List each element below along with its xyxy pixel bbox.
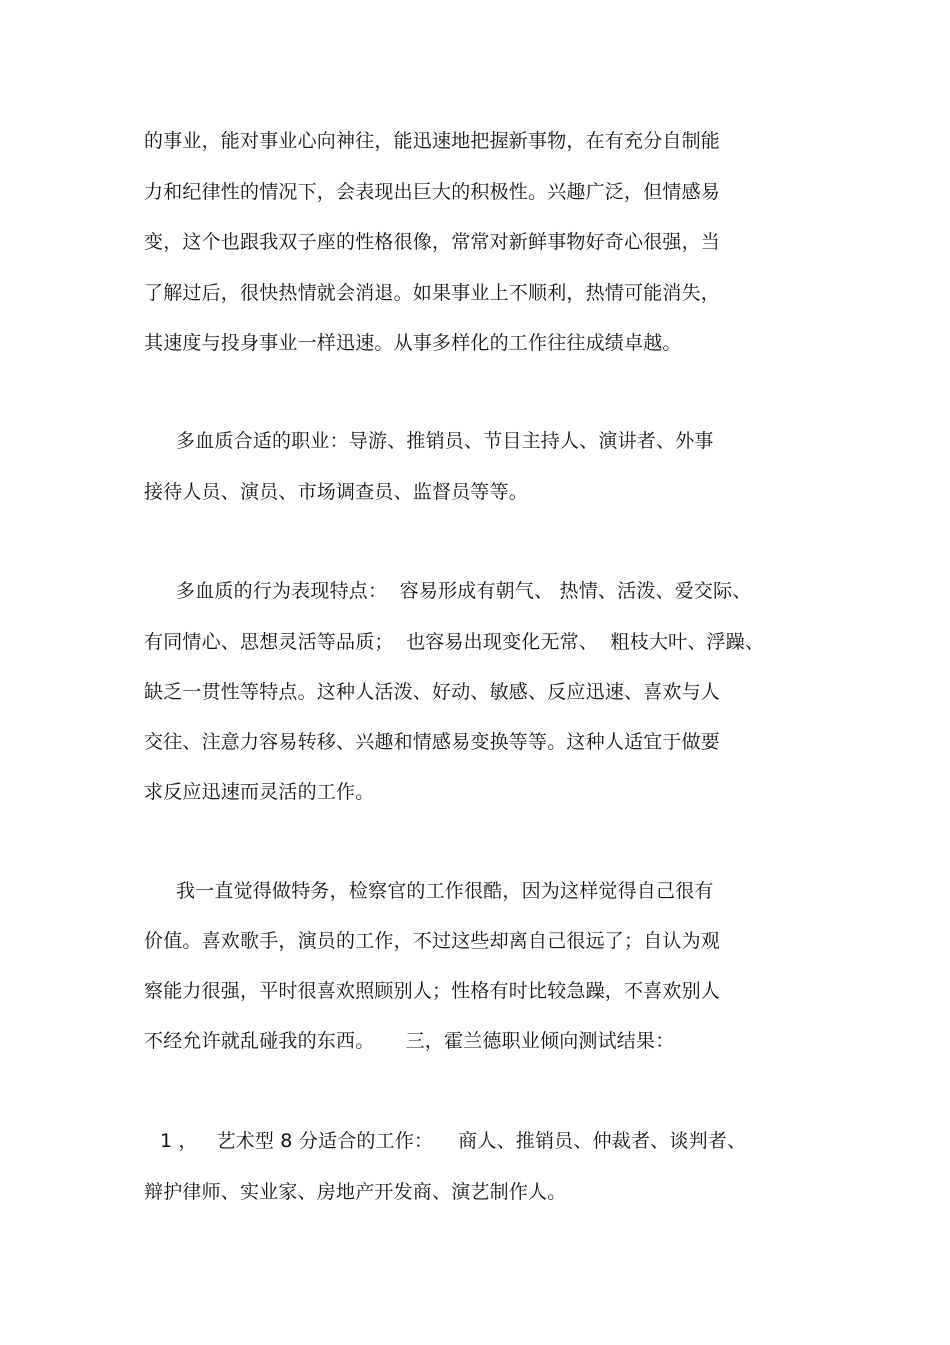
paragraph-1-line-1: 的事业，能对事业心向神往，能迅速地把握新事物，在有充分自制能 <box>144 130 721 152</box>
paragraph-5-line-1: 1 ， 艺术型 8 分适合的工作： 商人、推销员、仲裁者、谈判者、 <box>160 1130 747 1152</box>
paragraph-4-line-1: 我一直觉得做特务，检察官的工作很酷，因为这样觉得自己很有 <box>176 880 714 902</box>
paragraph-2-line-1: 多血质合适的职业：导游、推销员、节目主持人、演讲者、外事 <box>176 430 714 452</box>
paragraph-3-line-5: 求反应迅速而灵活的工作。 <box>144 781 375 803</box>
paragraph-3-line-4: 交往、注意力容易转移、兴趣和情感易变换等等。这种人适宜于做要 <box>144 731 721 753</box>
paragraph-1-line-5: 其速度与投身事业一样迅速。从事多样化的工作往往成绩卓越。 <box>144 332 682 354</box>
paragraph-2-line-2: 接待人员、演员、市场调查员、监督员等等。 <box>144 481 529 503</box>
paragraph-1-line-3: 变，这个也跟我双子座的性格很像，常常对新鲜事物好奇心很强，当 <box>144 231 721 253</box>
paragraph-3-line-3: 缺乏一贯性等特点。这种人活泼、好动、敏感、反应迅速、喜欢与人 <box>144 681 721 703</box>
paragraph-4-line-4: 不经允许就乱碰我的东西。 三，霍兰德职业倾向测试结果： <box>144 1030 675 1052</box>
paragraph-3-line-1: 多血质的行为表现特点： 容易形成有朝气、 热情、活泼、爱交际、 <box>176 580 752 602</box>
paragraph-4-line-2: 价值。喜欢歌手，演员的工作，不过这些却离自己很远了；自认为观 <box>144 930 721 952</box>
paragraph-1-line-2: 力和纪律性的情况下，会表现出巨大的积极性。兴趣广泛，但情感易 <box>144 181 721 203</box>
paragraph-4-line-3: 察能力很强，平时很喜欢照顾别人；性格有时比较急躁，不喜欢别人 <box>144 980 721 1002</box>
paragraph-5-line-2: 辩护律师、实业家、房地产开发商、演艺制作人。 <box>144 1181 567 1203</box>
paragraph-1-line-4: 了解过后，很快热情就会消退。如果事业上不顺利，热情可能消失， <box>144 282 721 304</box>
paragraph-3-line-2: 有同情心、思想灵活等品质； 也容易出现变化无常、 粗枝大叶、浮躁、 <box>144 631 765 653</box>
